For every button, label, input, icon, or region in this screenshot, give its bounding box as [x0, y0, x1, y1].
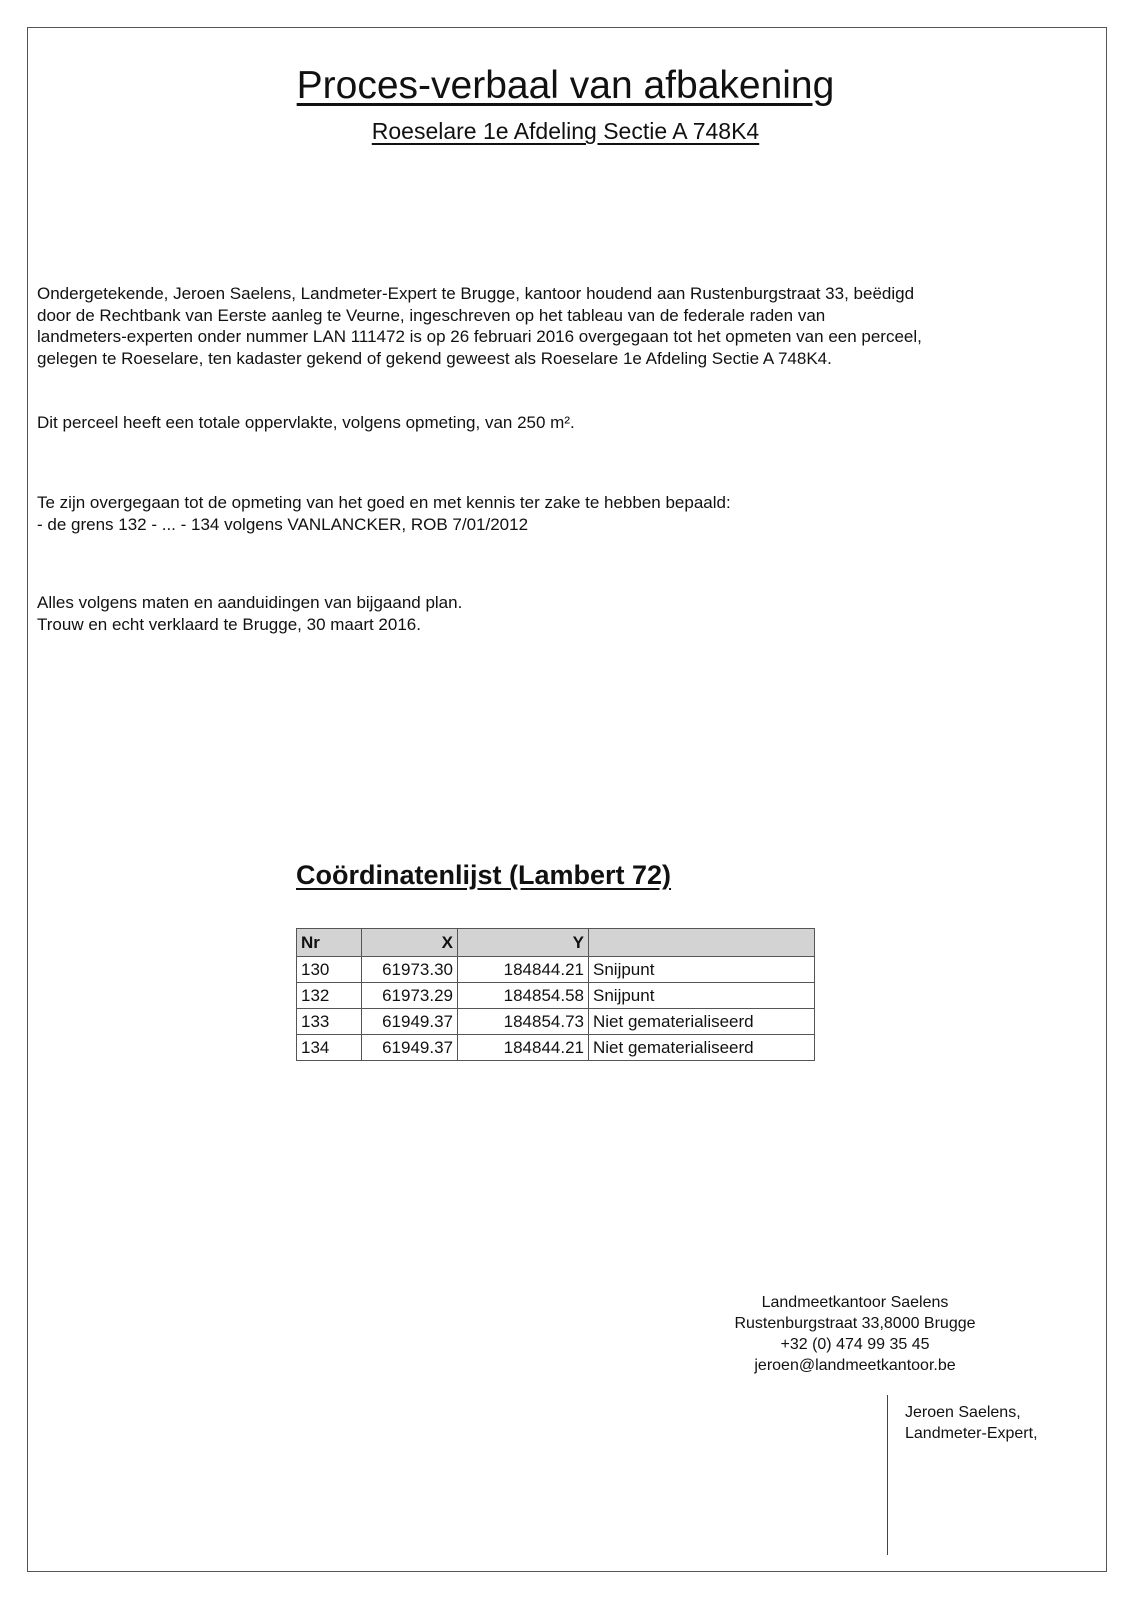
table-row: [297, 983, 815, 1009]
cell-nr: 133: [297, 1009, 362, 1035]
office-email: jeroen@landmeetkantoor.be: [754, 1357, 956, 1374]
cell-x: 61973.30: [362, 957, 458, 983]
signer-block: [905, 1402, 1038, 1444]
cell-y: 184844.21: [458, 957, 589, 983]
cell-x: 61973.29: [362, 983, 458, 1009]
office-phone: +32 (0) 474 99 35 45: [780, 1336, 930, 1353]
cell-desc: Snijpunt: [589, 957, 815, 983]
table-header-row: [297, 929, 815, 957]
boundary-line: - de grens 132 - ... - 134 volgens VANLANCKER, ROB 7/01/2012: [37, 514, 529, 534]
cell-x: 61949.37: [362, 1009, 458, 1035]
cell-desc: Niet gematerialiseerd: [589, 1035, 815, 1061]
office-contact-block: [700, 1292, 1010, 1376]
signature-divider: [887, 1395, 888, 1555]
office-address: Rustenburgstraat 33,8000 Brugge: [734, 1315, 976, 1332]
cell-y: 184844.21: [458, 1035, 589, 1061]
cell-y: 184854.73: [458, 1009, 589, 1035]
cell-nr: 134: [297, 1035, 362, 1061]
cell-desc: Niet gematerialiseerd: [589, 1009, 815, 1035]
coordinates-title: Coördinatenlijst (Lambert 72): [296, 860, 672, 890]
table-row: [297, 1035, 815, 1061]
table-row: [297, 957, 815, 983]
boundary-paragraph: [37, 492, 1087, 535]
signer-role: Landmeter-Expert,: [905, 1425, 1038, 1442]
cell-nr: 132: [297, 983, 362, 1009]
intro-line: door de Rechtbank van Eerste aanleg te Veurne, ingeschreven op het tableau van de federale raden van: [37, 305, 826, 325]
intro-line: gelegen te Roeselare, ten kadaster gekend of gekend geweest als Roeselare 1e Afdeling Sectie A 748K4.: [37, 348, 832, 368]
table-row: [297, 1009, 815, 1035]
header-y: Y: [458, 929, 589, 957]
document-subtitle: Roeselare 1e Afdeling Sectie A 748K4: [371, 118, 760, 144]
declaration-line: Trouw en echt verklaard te Brugge, 30 maart 2016.: [37, 614, 421, 634]
cell-desc: Snijpunt: [589, 983, 815, 1009]
header-desc: [589, 929, 815, 957]
header-x: X: [362, 929, 458, 957]
boundary-line: Te zijn overgegaan tot de opmeting van het goed en met kennis ter zake te hebben bepaald:: [37, 493, 731, 512]
document-title: Proces-verbaal van afbakening: [296, 64, 835, 107]
intro-paragraph: [37, 283, 1087, 369]
header-nr: Nr: [297, 929, 362, 957]
cell-x: 61949.37: [362, 1035, 458, 1061]
coordinates-table: [296, 928, 815, 1061]
intro-line: Ondergetekende, Jeroen Saelens, Landmeter-Expert te Brugge, kantoor houdend aan Rustenburgstraat 33, beëdigd: [37, 284, 915, 303]
declaration-paragraph: [37, 592, 1087, 635]
office-name: Landmeetkantoor Saelens: [761, 1294, 949, 1311]
cell-nr: 130: [297, 957, 362, 983]
cell-y: 184854.58: [458, 983, 589, 1009]
declaration-line: Alles volgens maten en aanduidingen van bijgaand plan.: [37, 593, 463, 612]
area-paragraph: Dit perceel heeft een totale oppervlakte, volgens opmeting, van 250 m².: [37, 413, 575, 432]
intro-line: landmeters-experten onder nummer LAN 111472 is op 26 februari 2016 overgegaan tot het opmeten van een perceel,: [37, 327, 922, 346]
signer-name: Jeroen Saelens,: [905, 1404, 1021, 1421]
